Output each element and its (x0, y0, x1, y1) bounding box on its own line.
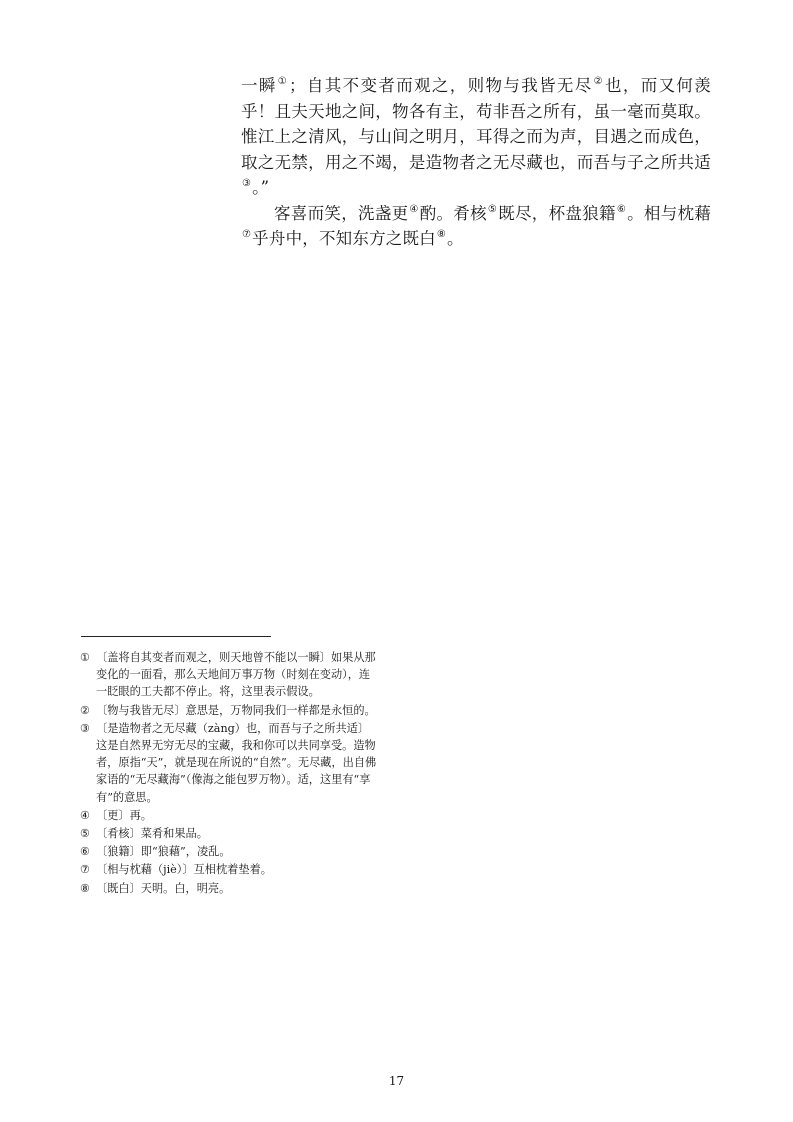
footnote-number: ② (80, 703, 91, 717)
footnote-3 (80, 720, 380, 806)
footnote-marker-3[interactable]: ③ (242, 178, 252, 189)
footnote-5 (80, 825, 380, 842)
footnote-marker-4[interactable]: ④ (409, 203, 419, 215)
footnote-text: 〔既白〕天明。白，明亮。 (96, 881, 231, 895)
footnote-4 (80, 807, 380, 824)
footnote-divider (81, 636, 271, 637)
footnote-number: ④ (80, 808, 91, 822)
paragraph-1 (241, 73, 711, 201)
text-segment: 一瞬 (241, 76, 277, 95)
footnote-number: ⑤ (80, 827, 91, 841)
footnote-text: 〔是造物者之无尽藏（zàng）也，而吾与子之所共适〕这是自然界无穷无尽的宝藏，我和你可以共同享受。造物者，原指“天”，就是现在所说的“自然”。无尽藏，出自佛家语的“无尽藏海”（像海之能包罗万物）。适，这里有“享有”的意思。 (96, 721, 377, 804)
footnote-marker-1[interactable]: ① (277, 76, 289, 87)
text-segment: 。相与枕藉 (627, 203, 712, 223)
text-segment: 酌。肴核 (419, 203, 487, 223)
footnote-marker-8[interactable]: ⑧ (436, 229, 447, 240)
footnote-text: 〔更〕再。 (96, 808, 152, 822)
footnote-text: 〔物与我皆无尽〕意思是，万物同我们一样都是永恒的。 (96, 703, 376, 717)
footnote-marker-6[interactable]: ⑥ (616, 203, 627, 215)
footnote-number: ⑧ (80, 881, 91, 895)
footnote-text: 〔狼籍〕即“狼藉”，凌乱。 (96, 845, 231, 859)
footnote-2 (80, 702, 380, 719)
footnote-number: ⑥ (80, 845, 91, 859)
paragraph-2 (241, 201, 711, 252)
footnote-text: 〔相与枕藉（jiè）〕互相枕着垫着。 (96, 863, 272, 877)
text-segment: 。” (252, 178, 270, 197)
footnote-text: 〔盖将自其变者而观之，则天地曾不能以一瞬〕如果从那变化的一面看，那么天地间万事万物（时刻在变动），连一眨眼的工夫都不停止。将，这里表示假设。 (96, 651, 376, 699)
footnote-1 (80, 649, 380, 701)
footnote-number: ① (80, 651, 91, 664)
footnote-text: 〔肴核〕菜肴和果品。 (96, 827, 208, 841)
text-segment: 客喜而笑，洗盏更 (274, 203, 409, 223)
text-segment: 也，而又何羡乎！且夫天地之间，物各有主，苟非吾之所有，虽一毫而莫取。惟江上之清风，与山间之明月，耳得之而为声，目遇之而成色，取之无禁，用之不竭，是造物者之无尽藏也，而吾与子之所共适 (241, 76, 711, 172)
footnotes (80, 649, 380, 898)
text-segment: 乎舟中，不知东方之既白 (252, 229, 436, 248)
footnote-marker-5[interactable]: ⑤ (487, 203, 498, 215)
footnote-number: ③ (80, 721, 91, 735)
footnote-number: ⑦ (80, 863, 91, 877)
main-text (241, 73, 711, 252)
page-number: 17 (388, 1074, 405, 1088)
text-segment: 既尽，杯盘狼籍 (498, 203, 616, 223)
footnote-marker-2[interactable]: ② (593, 76, 604, 87)
footnote-8 (80, 880, 380, 897)
footnote-7 (80, 861, 380, 878)
footnote-6 (80, 843, 380, 860)
text-segment: ；自其不变者而观之，则物与我皆无尽 (289, 76, 593, 95)
text-segment: 。 (447, 229, 464, 248)
footnote-marker-7[interactable]: ⑦ (242, 229, 252, 240)
